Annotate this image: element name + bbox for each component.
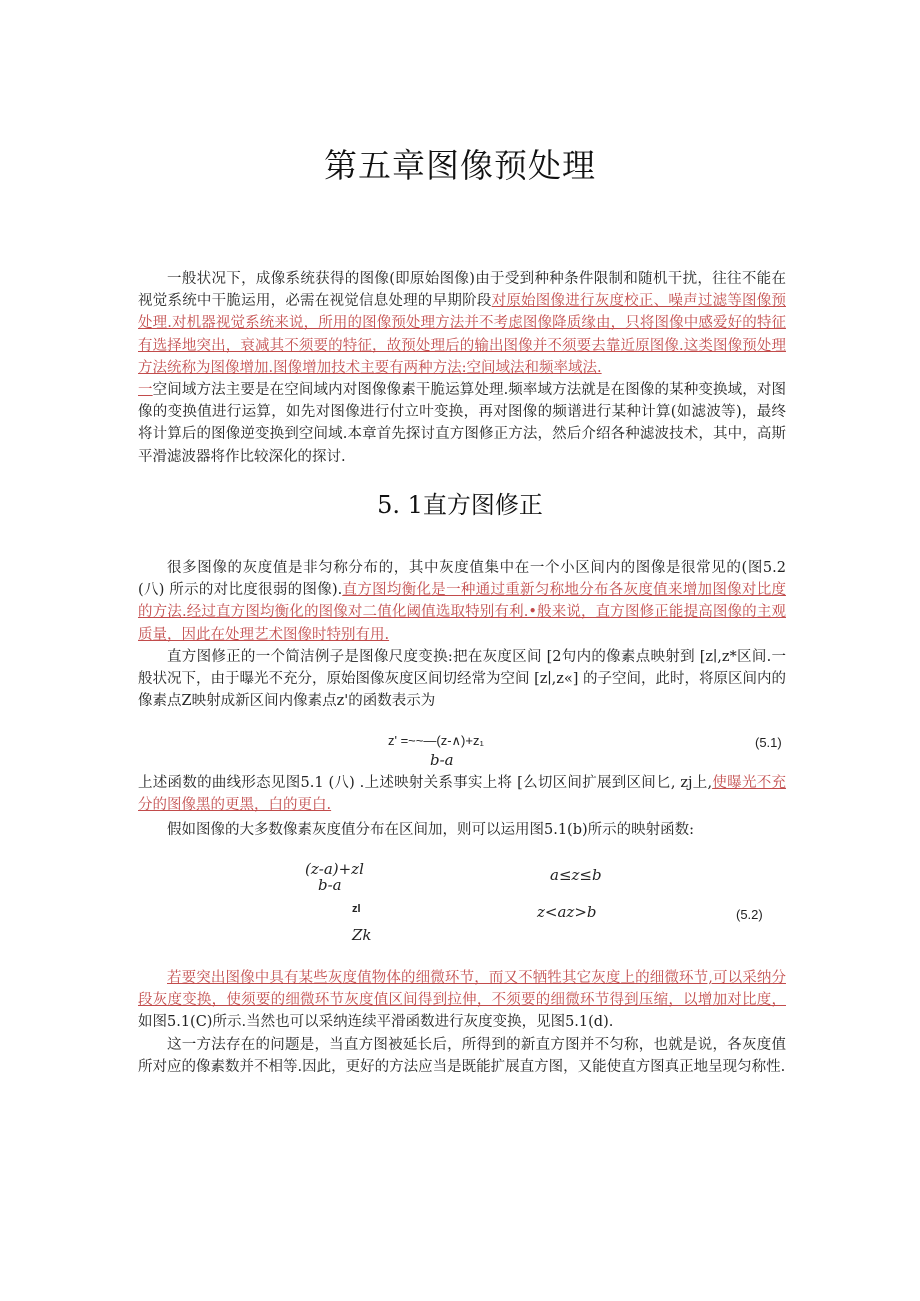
s1-paragraph-2: 直方图修正的一个简洁例子是图像尺度变换:把在灰度区间 [2句内的像素点映射到 [z∣,z*区间.一般状况下，由于曝光不充分，原始图像灰度区间切经常为空间 [z∣,z«] 的子空间，此时，将原区间内的像素点Z映射成新区间内像素点z'的函数表示为 [138,649,787,710]
intro-text-a: 一般状况下，成像系统获得的图像(即原始图像)由于受到种种条件限制和随机干扰，往往不能在视觉系统中干脆运用，必需在视觉信息处理的早期阶段 [138,271,786,310]
equation-5-2-row1-expr: (z-a)+zl [305,860,364,878]
s1-p1-text: 很多图像的灰度值是非匀称分布的，其中灰度值集中在一个小区间内的图像是很常见的(图5.2 (八) 所示的对比度很弱的图像). [138,560,786,599]
s1-p3-highlight: 使曝光不充分的图像黑的更黑，白的更白. [138,775,786,814]
intro-paragraph-cont [138,379,786,468]
equation-5-2-row2-condition: z<az>b [537,903,597,921]
equation-5-1-number: (5.1) [755,735,782,750]
intro-text-b: 空间域方法主要是在空间域内对图像像素干脆运算处理.频率域方法就是在图像的某种变换域，对图像的变换值进行运算，如先对图像进行付立叶变换，再对图像的频谱进行某种计算(如滤波等)，最终将计算后的图像逆变换到空间域.本章首先探讨直方图修正方法，然后介绍各种滤波技术，其中，高斯平滑滤波器将作比较深化的探讨. [138,382,786,465]
s1-paragraph-6: 这一方法存在的问题是，当直方图被延长后，所得到的新直方图并不匀称，也就是说，各灰度值所对应的像素数并不相等.因此，更好的方法应当是既能扩展直方图，又能使直方图真正地呈现匀称性. [138,1037,786,1076]
intro-mark: 一 [138,382,153,398]
equation-5-2-row3-expr: Zk [352,926,372,944]
equation-5-2-number: (5.2) [736,907,763,922]
equation-5-1-denominator: b-a [430,751,454,769]
equation-5-2-row2-expr: zl [352,903,361,915]
s1-p3-text: 上述函数的曲线形态见图5.1 (八) .上述映射关系事实上将 [么切区间扩展到区间匕, zj上, [138,775,713,791]
section-title: 5. 1直方图修正 [377,491,543,519]
s1-paragraph-5 [138,967,786,1034]
equation-5-2-row1-condition: a≤z≤b [550,866,602,884]
equation-5-2-row1-denominator: b-a [318,876,342,894]
s1-p5-text: 如图5.1(C)所示.当然也可以采纳连续平滑函数进行灰度变换，见图5.1(d). [138,1014,614,1031]
s1-paragraph-3 [138,772,786,816]
s1-paragraph-4: 假如图像的大多数像素灰度值分布在区间加，则可以运用图5.1(b)所示的映射函数: [167,822,695,838]
chapter-title: 第五章图像预处理 [324,146,596,185]
intro-highlight: 对原始图像进行灰度校正、噪声过滤等图像预处理.对机器视觉系统来说，所用的图像预处理方法并不考虑图像降质缘由，只将图像中感爱好的特征有选择地突出，衰减其不须要的特征，故预处理后的输出图像并不须要去靠近原图像.这类图像预处理方法统称为图像增加.图像增加技术主要有两种方法:空间域法和频率域法. [138,293,787,376]
s1-p5-highlight: 若要突出图像中具有某些灰度值物体的细微环节，而又不牺牲其它灰度上的细微环节,可以采纳分段灰度变换，使须要的细微环节灰度值区间得到拉伸，不须要的细微环节得到压缩，以增加对比度， [138,970,786,1009]
s1-paragraph-1 [138,557,786,646]
s1-p1-highlight: 直方图均衡化是一种通过重新匀称地分布各灰度值来增加图像对比度的方法.经过直方图均衡化的图像对二值化阈值选取特别有利.•般来说，直方图修正能提高图像的主观质量，因此在处理艺术图像时特别有用. [138,582,786,643]
equation-5-1: z' =~~—(z-∧)+z₁ [388,733,484,748]
intro-paragraph [138,268,786,379]
